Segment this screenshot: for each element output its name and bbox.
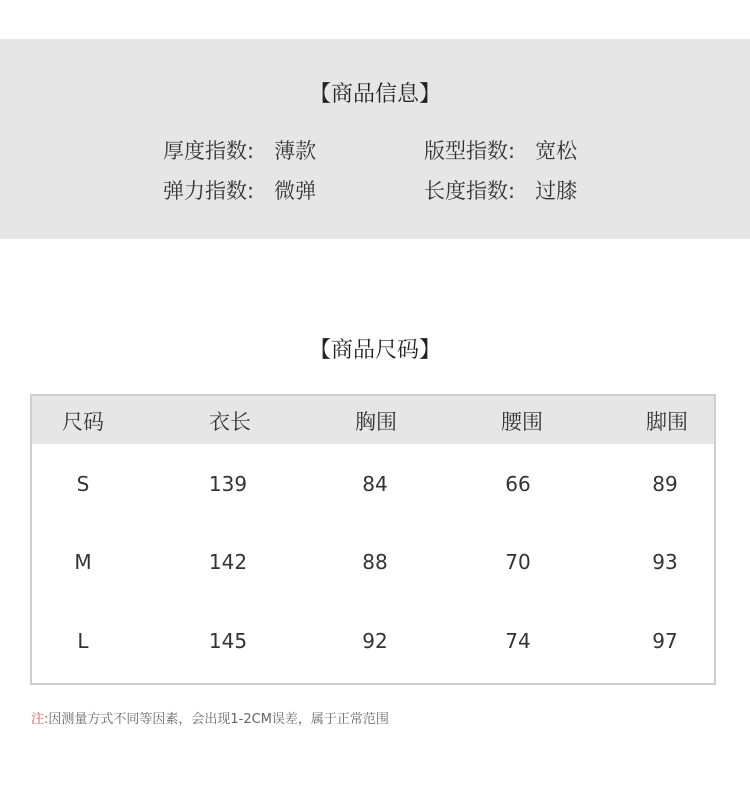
info-key: 长度指数: — [424, 179, 516, 203]
info-value: 宽松 — [535, 139, 578, 163]
table-cell: 74 — [505, 629, 531, 653]
info-item-fit — [424, 135, 577, 165]
table-cell: 142 — [208, 550, 248, 574]
table-cell: 84 — [362, 472, 388, 496]
info-value: 薄款 — [274, 139, 317, 163]
table-cell: 97 — [652, 629, 678, 653]
header-cell-length: 衣长 — [209, 410, 251, 434]
table-cell: M — [74, 550, 92, 574]
info-key: 版型指数: — [424, 139, 516, 163]
table-cell: 88 — [362, 550, 388, 574]
table-cell: 89 — [652, 472, 678, 496]
table-cell: 70 — [505, 550, 531, 574]
info-key: 厚度指数: — [163, 139, 255, 163]
note-text: 因测量方式不同等因素，会出现1-2CM误差，属于正常范围 — [48, 712, 389, 727]
info-value: 过膝 — [535, 179, 578, 203]
size-table — [30, 394, 716, 685]
product-info-panel — [0, 39, 750, 239]
size-chart-title: 【商品尺码】 — [308, 338, 441, 363]
header-cell-size: 尺码 — [62, 410, 104, 434]
table-cell: 66 — [505, 472, 531, 496]
info-value: 微弹 — [274, 179, 317, 203]
table-cell: L — [77, 629, 89, 653]
table-cell: 139 — [208, 472, 248, 496]
header-cell-waist: 腰围 — [501, 410, 543, 434]
info-key: 弹力指数: — [163, 179, 255, 203]
info-item-thickness — [163, 135, 316, 165]
header-cell-hem: 脚围 — [646, 410, 688, 434]
note-label: 注: — [31, 712, 49, 727]
measurement-note — [31, 708, 389, 727]
table-cell: 93 — [652, 550, 678, 574]
table-cell: 92 — [362, 629, 388, 653]
table-cell: S — [76, 472, 90, 496]
table-cell: 145 — [208, 629, 248, 653]
info-item-length — [424, 175, 577, 205]
info-item-elasticity — [163, 175, 316, 205]
product-info-title: 【商品信息】 — [308, 82, 441, 107]
header-cell-chest: 胸围 — [355, 410, 397, 434]
table-header — [32, 396, 714, 444]
